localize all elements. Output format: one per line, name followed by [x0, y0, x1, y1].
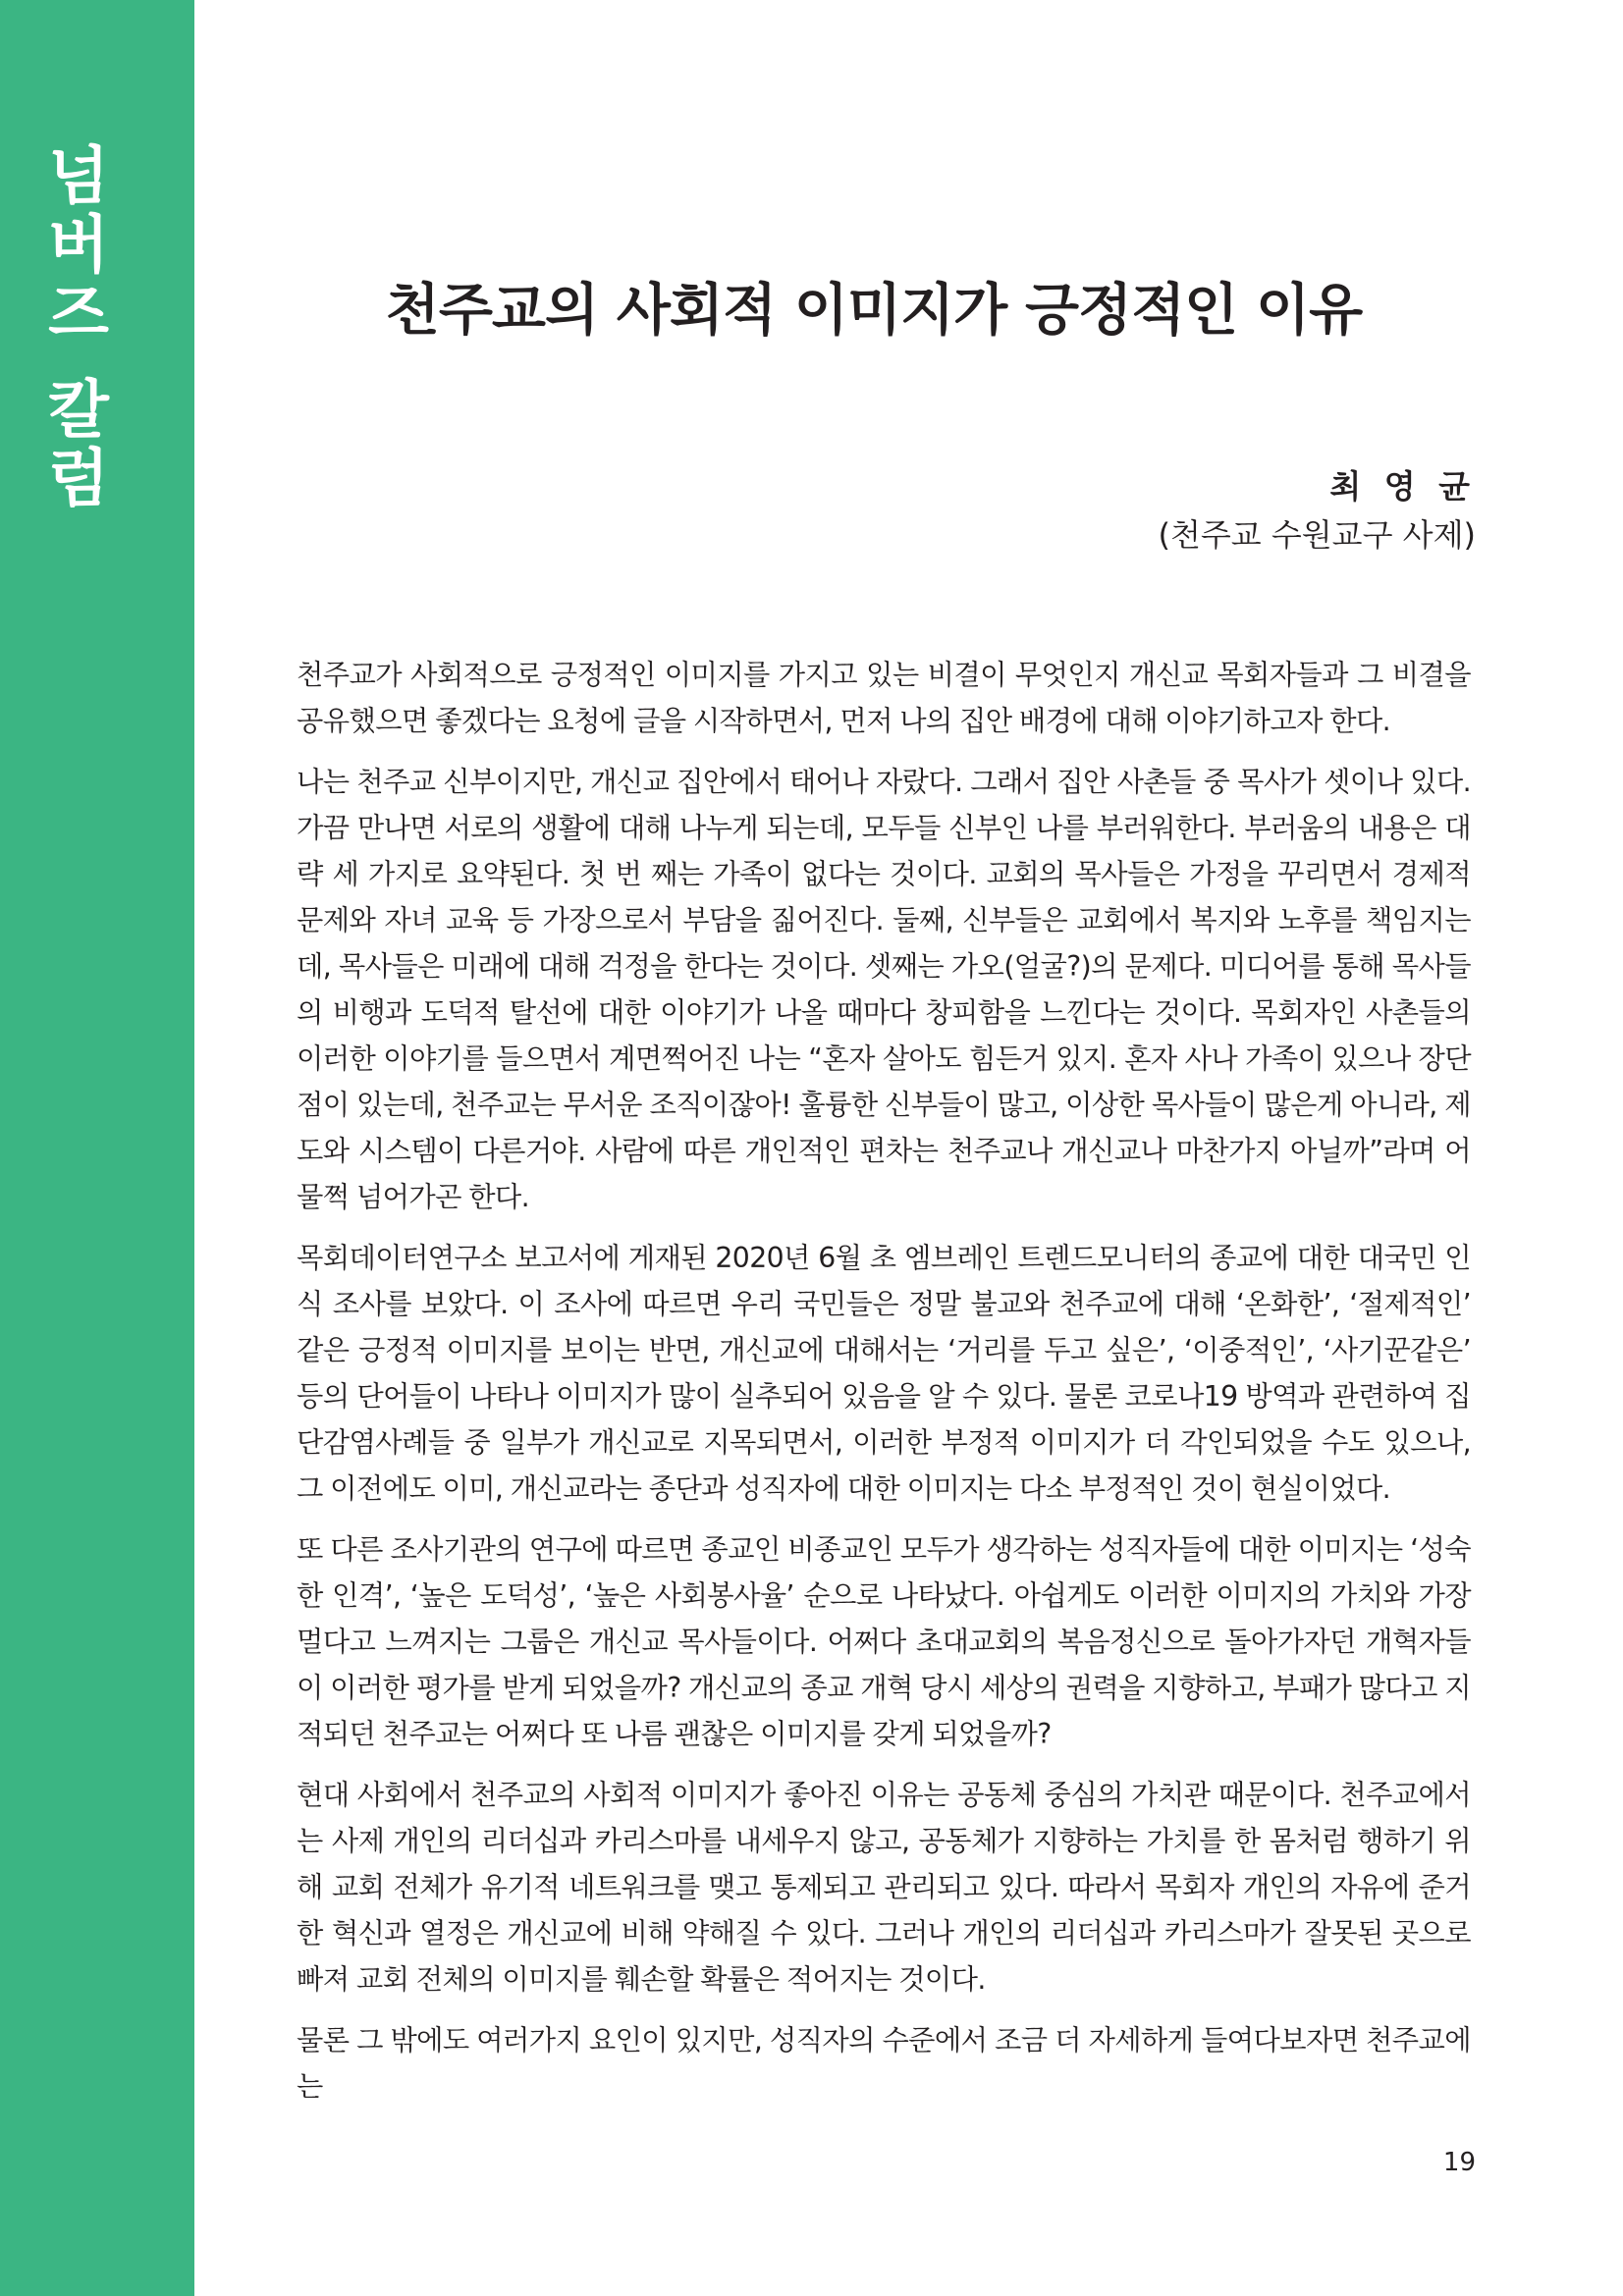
sidebar-band — [0, 0, 194, 2296]
body-paragraph: 목회데이터연구소 보고서에 게재된 2020년 6월 초 엠브레인 트렌드모니터의 종교에 대한 대국민 인식 조사를 보았다. 이 조사에 따르면 우리 국민들은 정말 불교와 천주교에 대해 ‘온화한’, ‘절제적인’ 같은 긍정적 이미지를 보이는 반면, 개신교에 대해서는 ‘거리를 두고 싶은’, ‘이중적인’, ‘사기꾼같은’ 등의 단어들이 나타나 이미지가 많이 실추되어 있음을 알 수 있다. 물론 코로나19 방역과 관련하여 집단감염사례들 중 일부가 개신교로 지목되면서, 이러한 부정적 이미지가 더 각인되었을 수도 있으나, 그 이전에도 이미, 개신교라는 종단과 성직자에 대한 이미지는 다소 부정적인 것이 현실이었다. — [297, 1242, 1471, 1505]
author-affiliation: (천주교 수원교구 사제) — [1158, 515, 1476, 554]
author-name: 최 영 균 — [1329, 467, 1476, 506]
body-paragraph: 또 다른 조사기관의 연구에 따르면 종교인 비종교인 모두가 생각하는 성직자들에 대한 이미지는 ‘성숙한 인격’, ‘높은 도덕성’, ‘높은 사회봉사율’ 순으로 나타났다. 아쉽게도 이러한 이미지의 가치와 가장 멀다고 느껴지는 그룹은 개신교 목사들이다. 어쩌다 초대교회의 복음정신으로 돌아가자던 개혁자들이 이러한 평가를 받게 되었을까? 개신교의 종교 개혁 당시 세상의 권력을 지향하고, 부패가 많다고 지적되던 천주교는 어쩌다 또 나름 괜찮은 이미지를 갖게 되었을까? — [297, 1533, 1471, 1750]
body-paragraph: 천주교가 사회적으로 긍정적인 이미지를 가지고 있는 비결이 무엇인지 개신교 목회자들과 그 비결을 공유했으면 좋겠다는 요청에 글을 시작하면서, 먼저 나의 집안 배경에 대해 이야기하고자 한다. — [297, 659, 1471, 737]
body-paragraph: 나는 천주교 신부이지만, 개신교 집안에서 태어나 자랐다. 그래서 집안 사촌들 중 목사가 셋이나 있다. 가끔 만나면 서로의 생활에 대해 나누게 되는데, 모두들 신부인 나를 부러워한다. 부러움의 내용은 대략 세 가지로 요약된다. 첫 번 째는 가족이 없다는 것이다. 교회의 목사들은 가정을 꾸리면서 경제적 문제와 자녀 교육 등 가장으로서 부담을 짊어진다. 둘째, 신부들은 교회에서 복지와 노후를 책임지는데, 목사들은 미래에 대해 걱정을 한다는 것이다. 셋째는 가오(얼굴?)의 문제다. 미디어를 통해 목사들의 비행과 도덕적 탈선에 대한 이야기가 나올 때마다 창피함을 느낀다는 것이다. 목회자인 사촌들의 이러한 이야기를 들으면서 계면쩍어진 나는 “혼자 살아도 힘든거 있지. 혼자 사나 가족이 있으나 장단점이 있는데, 천주교는 무서운 조직이잖아! 훌륭한 신부들이 많고, 이상한 목사들이 많은게 아니라, 제도와 시스템이 다른거야. 사람에 따른 개인적인 편차는 천주교나 개신교나 마찬가지 아닐까”라며 어물쩍 넘어가곤 한다. — [297, 766, 1471, 1213]
section-title: 넘버즈 칼럼 — [36, 142, 109, 514]
body-paragraph: 물론 그 밖에도 여러가지 요인이 있지만, 성직자의 수준에서 조금 더 자세하게 들여다보자면 천주교에는 — [297, 2024, 1471, 2103]
body-paragraph: 현대 사회에서 천주교의 사회적 이미지가 좋아진 이유는 공동체 중심의 가치관 때문이다. 천주교에서는 사제 개인의 리더십과 카리스마를 내세우지 않고, 공동체가 지향하는 가치를 한 몸처럼 행하기 위해 교회 전체가 유기적 네트워크를 맺고 통제되고 관리되고 있다. 따라서 목회자 개인의 자유에 준거한 혁신과 열정은 개신교에 비해 약해질 수 있다. 그러나 개인의 리더십과 카리스마가 잘못된 곳으로 빠져 교회 전체의 이미지를 훼손할 확률은 적어지는 것이다. — [297, 1779, 1471, 1996]
article-title: 천주교의 사회적 이미지가 긍정적인 이유 — [385, 278, 1363, 343]
author-block — [1158, 466, 1476, 558]
page-number: 19 — [1442, 2148, 1476, 2177]
article-body — [297, 652, 1471, 2124]
